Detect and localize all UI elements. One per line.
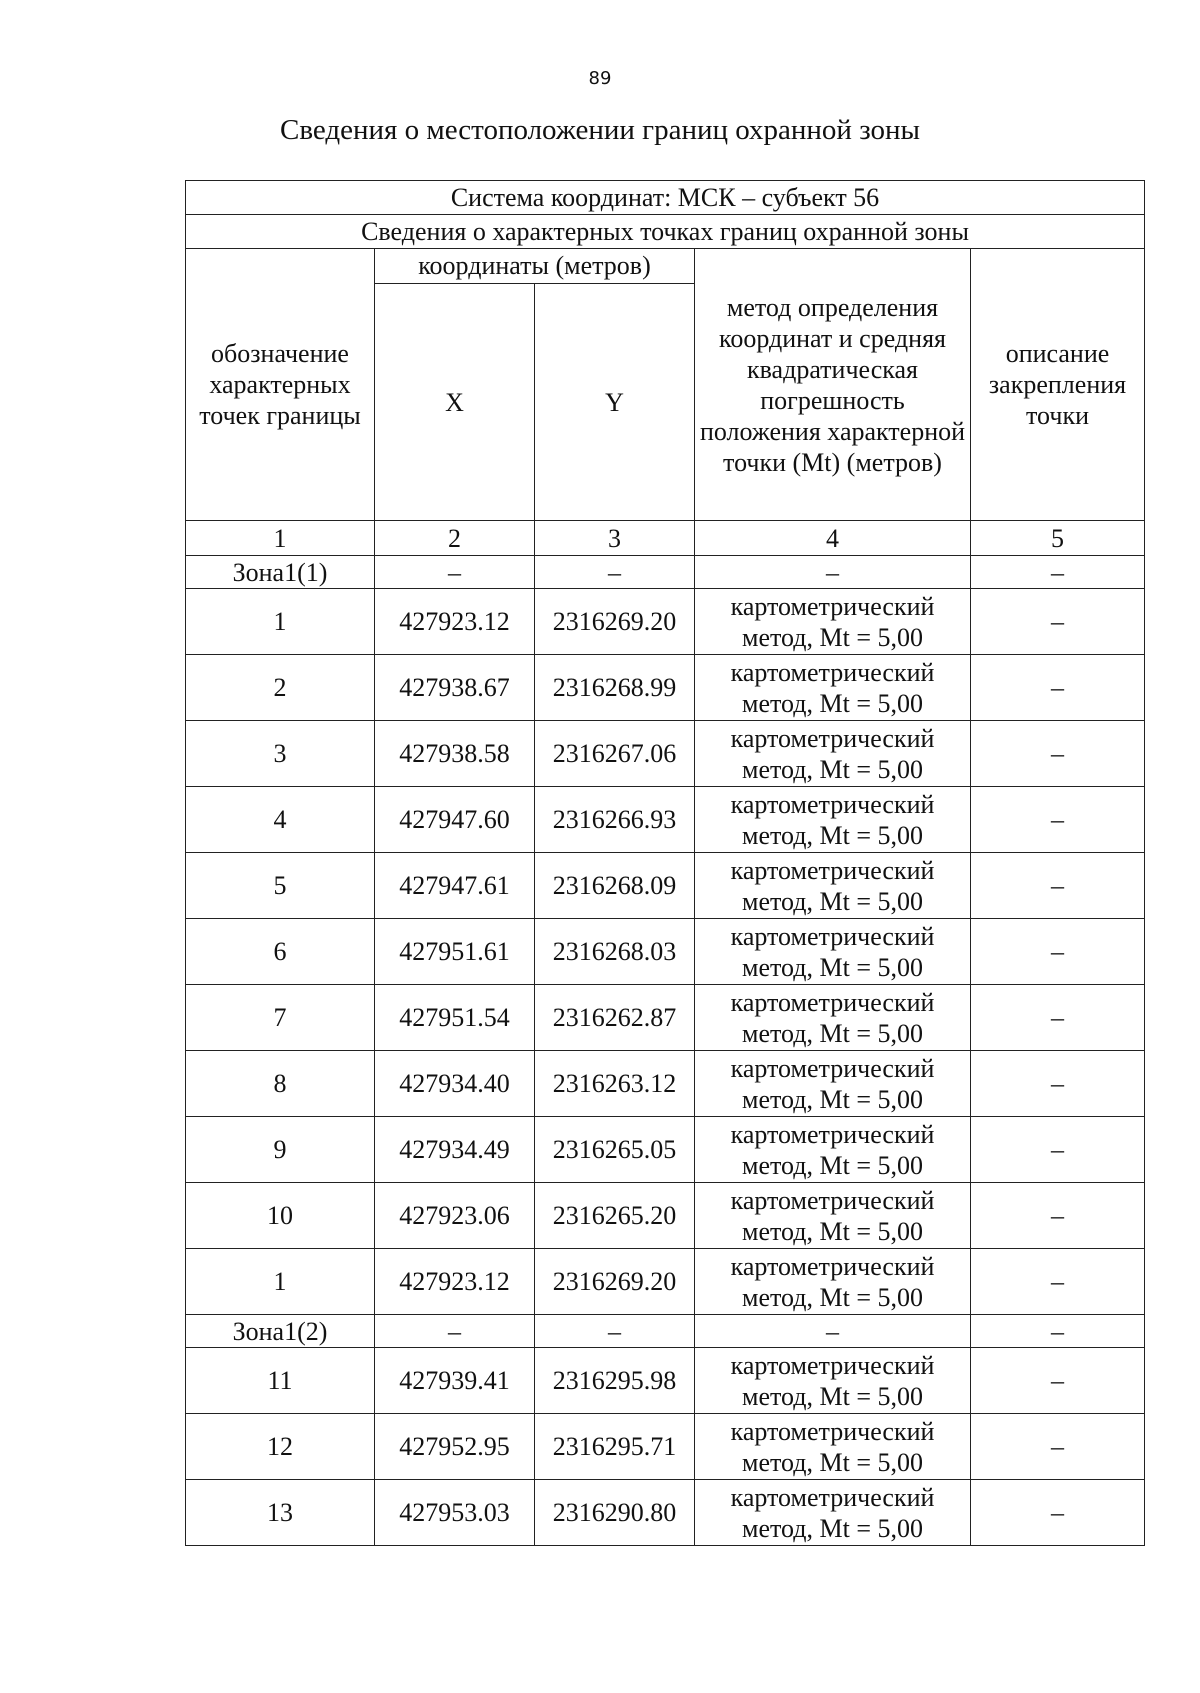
description-cell: –	[971, 1183, 1145, 1249]
point-id: 1	[186, 589, 375, 655]
point-id: 11	[186, 1348, 375, 1414]
method-cell	[695, 1249, 971, 1315]
zone-cell: –	[375, 556, 535, 589]
column-number: 1	[186, 521, 375, 556]
x-coordinate: 427951.61	[375, 919, 535, 985]
method-line-1: картометрический	[730, 1053, 935, 1083]
method-cell	[695, 1183, 971, 1249]
header-method: метод определения координат и средняя квадратическая погрешность положения характерной точки (Mt) (метров)	[695, 249, 971, 521]
point-id: 3	[186, 721, 375, 787]
method-cell	[695, 589, 971, 655]
point-id: 9	[186, 1117, 375, 1183]
method-cell	[695, 655, 971, 721]
table-row	[186, 1348, 1145, 1414]
y-coordinate: 2316266.93	[535, 787, 695, 853]
method-line-1: картометрический	[730, 1416, 935, 1446]
method-line-1: картометрический	[730, 591, 935, 621]
method-line-1: картометрический	[730, 1482, 935, 1512]
y-coordinate: 2316265.05	[535, 1117, 695, 1183]
method-line-1: картометрический	[730, 723, 935, 753]
x-coordinate: 427934.49	[375, 1117, 535, 1183]
zone-cell: –	[971, 556, 1145, 589]
point-id: 4	[186, 787, 375, 853]
column-number: 4	[695, 521, 971, 556]
x-coordinate: 427947.61	[375, 853, 535, 919]
method-line-1: картометрический	[730, 1251, 935, 1281]
method-line-1: картометрический	[730, 1119, 935, 1149]
header-description: описание закрепления точки	[971, 249, 1145, 521]
point-id: 2	[186, 655, 375, 721]
method-line-2: метод, Mt = 5,00	[742, 1513, 923, 1543]
method-line-1: картометрический	[730, 657, 935, 687]
method-line-2: метод, Mt = 5,00	[742, 1282, 923, 1312]
description-cell: –	[971, 1480, 1145, 1546]
method-line-2: метод, Mt = 5,00	[742, 1216, 923, 1246]
y-coordinate: 2316290.80	[535, 1480, 695, 1546]
table-row	[186, 853, 1145, 919]
description-cell: –	[971, 919, 1145, 985]
column-number: 2	[375, 521, 535, 556]
x-coordinate: 427947.60	[375, 787, 535, 853]
table-row	[186, 1414, 1145, 1480]
description-cell: –	[971, 1117, 1145, 1183]
zone-name: Зона1(2)	[186, 1315, 375, 1348]
x-coordinate: 427934.40	[375, 1051, 535, 1117]
point-id: 8	[186, 1051, 375, 1117]
header-y: Y	[535, 284, 695, 521]
table-row	[186, 589, 1145, 655]
header-coordinates: координаты (метров)	[375, 249, 695, 284]
method-line-1: картометрический	[730, 987, 935, 1017]
method-line-2: метод, Mt = 5,00	[742, 688, 923, 718]
header-point-designation: обозначение характерных точек границы	[186, 249, 375, 521]
table-row	[186, 985, 1145, 1051]
table-row	[186, 919, 1145, 985]
zone-cell: –	[535, 1315, 695, 1348]
y-coordinate: 2316267.06	[535, 721, 695, 787]
table-row	[186, 787, 1145, 853]
zone-cell: –	[375, 1315, 535, 1348]
point-id: 10	[186, 1183, 375, 1249]
point-id: 13	[186, 1480, 375, 1546]
method-line-1: картометрический	[730, 921, 935, 951]
y-coordinate: 2316268.99	[535, 655, 695, 721]
table-row	[186, 1051, 1145, 1117]
method-line-1: картометрический	[730, 855, 935, 885]
method-cell	[695, 1348, 971, 1414]
description-cell: –	[971, 1348, 1145, 1414]
method-cell	[695, 721, 971, 787]
zone-row	[186, 1315, 1145, 1348]
method-line-2: метод, Mt = 5,00	[742, 754, 923, 784]
y-coordinate: 2316269.20	[535, 589, 695, 655]
x-coordinate: 427938.58	[375, 721, 535, 787]
y-coordinate: 2316268.03	[535, 919, 695, 985]
page-number: 89	[588, 68, 612, 89]
y-coordinate: 2316295.71	[535, 1414, 695, 1480]
column-number: 5	[971, 521, 1145, 556]
method-cell	[695, 1480, 971, 1546]
method-line-2: метод, Mt = 5,00	[742, 622, 923, 652]
point-id: 12	[186, 1414, 375, 1480]
description-cell: –	[971, 721, 1145, 787]
description-cell: –	[971, 853, 1145, 919]
method-cell	[695, 919, 971, 985]
table-row	[186, 721, 1145, 787]
table-row	[186, 1480, 1145, 1546]
y-coordinate: 2316265.20	[535, 1183, 695, 1249]
table-row	[186, 655, 1145, 721]
method-line-2: метод, Mt = 5,00	[742, 952, 923, 982]
table-row	[186, 1183, 1145, 1249]
section-title-header: Сведения о характерных точках границ охранной зоны	[186, 215, 1145, 249]
zone-cell: –	[971, 1315, 1145, 1348]
method-line-2: метод, Mt = 5,00	[742, 1018, 923, 1048]
x-coordinate: 427923.06	[375, 1183, 535, 1249]
description-cell: –	[971, 655, 1145, 721]
method-cell	[695, 1414, 971, 1480]
x-coordinate: 427923.12	[375, 589, 535, 655]
y-coordinate: 2316262.87	[535, 985, 695, 1051]
description-cell: –	[971, 1249, 1145, 1315]
method-cell	[695, 1117, 971, 1183]
x-coordinate: 427923.12	[375, 1249, 535, 1315]
method-line-1: картометрический	[730, 1185, 935, 1215]
description-cell: –	[971, 1051, 1145, 1117]
x-coordinate: 427953.03	[375, 1480, 535, 1546]
coord-system-header: Система координат: МСК – субъект 56	[186, 181, 1145, 215]
method-line-2: метод, Mt = 5,00	[742, 1150, 923, 1180]
method-line-2: метод, Mt = 5,00	[742, 1381, 923, 1411]
zone-name: Зона1(1)	[186, 556, 375, 589]
y-coordinate: 2316268.09	[535, 853, 695, 919]
document-title: Сведения о местоположении границ охранной зоны	[279, 114, 920, 146]
table-row	[186, 1249, 1145, 1315]
description-cell: –	[971, 787, 1145, 853]
description-cell: –	[971, 589, 1145, 655]
zone-cell: –	[695, 556, 971, 589]
x-coordinate: 427938.67	[375, 655, 535, 721]
method-line-2: метод, Mt = 5,00	[742, 1447, 923, 1477]
boundary-points-table	[185, 180, 1145, 1546]
method-cell	[695, 1051, 971, 1117]
method-line-2: метод, Mt = 5,00	[742, 820, 923, 850]
y-coordinate: 2316269.20	[535, 1249, 695, 1315]
table-row	[186, 1117, 1145, 1183]
column-number: 3	[535, 521, 695, 556]
method-cell	[695, 853, 971, 919]
method-line-2: метод, Mt = 5,00	[742, 886, 923, 916]
y-coordinate: 2316263.12	[535, 1051, 695, 1117]
method-line-1: картометрический	[730, 1350, 935, 1380]
x-coordinate: 427939.41	[375, 1348, 535, 1414]
zone-cell: –	[695, 1315, 971, 1348]
point-id: 1	[186, 1249, 375, 1315]
point-id: 5	[186, 853, 375, 919]
point-id: 7	[186, 985, 375, 1051]
method-line-2: метод, Mt = 5,00	[742, 1084, 923, 1114]
zone-row	[186, 556, 1145, 589]
method-cell	[695, 985, 971, 1051]
method-cell	[695, 787, 971, 853]
zone-cell: –	[535, 556, 695, 589]
x-coordinate: 427952.95	[375, 1414, 535, 1480]
point-id: 6	[186, 919, 375, 985]
header-x: X	[375, 284, 535, 521]
y-coordinate: 2316295.98	[535, 1348, 695, 1414]
description-cell: –	[971, 1414, 1145, 1480]
method-line-1: картометрический	[730, 789, 935, 819]
description-cell: –	[971, 985, 1145, 1051]
x-coordinate: 427951.54	[375, 985, 535, 1051]
